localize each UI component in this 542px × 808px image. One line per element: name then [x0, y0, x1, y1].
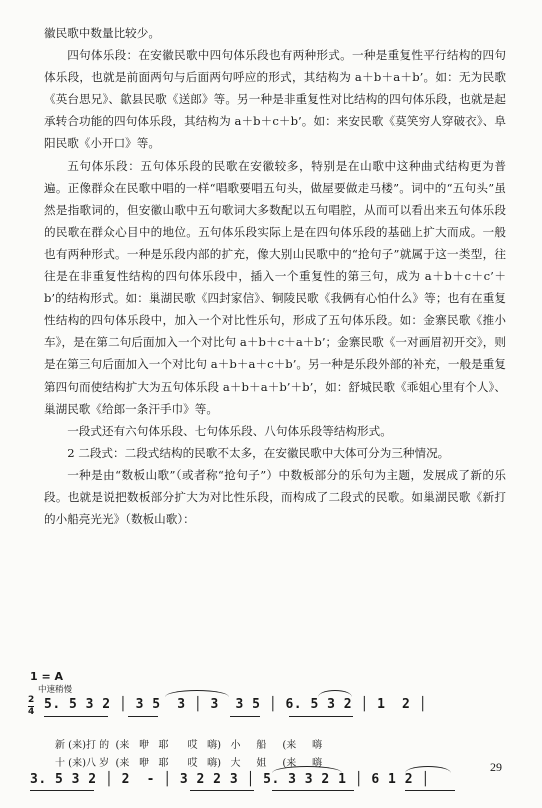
- lyric-line: 十 (来)八 岁 (来 咿 耶 哎 嗨) 大 姐 (来 嗨: [55, 758, 323, 769]
- paragraph: 一种是由“数板山歌”（或者称“抢句子”）中数板部分的乐句为主题，发展成了新的乐段。也就是说把数板部分扩大为对比性乐段，而构成了二段式的民歌。如巢湖民歌《新打的小船亮光光》（数板山歌）：: [44, 467, 506, 527]
- tie-arc: [165, 690, 229, 697]
- paragraph: 四句体乐段：在安徽民歌中四句体乐段也有两种形式。一种是重复性平行结构的四句体乐段，也就是前面两句与后面两句呼应的形式，其结构为 a＋b＋a＋b’。如：无为民歌《英台思兄》、歙县民歌《送郎》等。另一种是非重复性对比结构的四句体乐段，也就是起承转合功能的四句体乐段，其结构为 a＋b＋c＋b’。如：来安民歌《莫笑穷人穿破衣》、阜阳民歌《小开口》等。: [44, 48, 506, 151]
- tempo-marking: 中速稍慢: [38, 685, 73, 695]
- beam: [289, 716, 353, 717]
- time-signature: [28, 696, 34, 717]
- slur-arc: [405, 766, 451, 773]
- key-signature: 1 = A: [30, 670, 64, 683]
- slur-arc: [318, 690, 352, 697]
- time-signature-bottom: 4: [28, 707, 35, 717]
- paragraph: 五句体乐段：五句体乐段的民歌在安徽较多，特别是在山歌中这种曲式结构更为普遍。正像群众在民歌中唱的一样“唱歌要唱五句头，做屋要做走马楼”。词中的“五句头”虽然是指歌词的，但安徽山歌中五句歌词大多数配以五句唱腔，从而可以看出来五句体乐段的民歌在群众心目中的地位。五句体乐段实际上是在四句体乐段的基础上扩大而成。一般也有两种形式。一种是乐段内部的扩充，像大别山民歌中的“抢句子”就属于这一类型，往往是在非重复性结构的四句体乐段中，插入一个重复性的第三句，成为 a＋b＋c＋c’＋b’的结构形式。如：巢湖民歌《四封家信》、铜陵民歌《我俩有心怕什么》等；也有在重复性结构的四句体乐段中，加入一个对比性乐句，形成了五句体乐段。如：金寨民歌《推小车》，是在第二句后面加入一个对比句 a＋b＋c＋a＋b’；金寨民歌《一对画眉初开交》，则是在第三句后面加入一个对比句 a＋b＋a＋c＋b’。另一种是乐段外部的补充，一般是重复第四句而使结构扩大为五句体乐段 a＋b＋a＋b’＋b’，如：舒城民歌《乖姐心里有个人》、巢湖民歌《给郎一条汗手巾》等。: [44, 158, 506, 416]
- beam: [190, 790, 254, 791]
- beam: [230, 716, 260, 717]
- beam: [128, 716, 158, 717]
- body-text: [44, 22, 506, 530]
- notation-row-2: 3. 5 3 2 │ 2 - │ 3 2 2 3 │ 5. 3 3 2 1 │ 6 1 2 │: [30, 772, 430, 787]
- beam: [30, 790, 94, 791]
- beam: [272, 790, 354, 791]
- time-signature-top: 2: [28, 695, 35, 705]
- beam: [44, 716, 108, 717]
- paragraph: 2 二段式：二段式结构的民歌不太多，在安徽民歌中大体可分为三种情况。: [67, 445, 450, 460]
- paragraph: 一段式还有六句体乐段、七句体乐段、八句体乐段等结构形式。: [67, 423, 392, 438]
- notation-row-1: 5. 5 3 2 │ 3 5 3 │ 3 3 5 │ 6. 5 3 2 │ 1 2 │: [44, 697, 428, 712]
- slur-arc: [272, 766, 342, 773]
- paragraph: 徽民歌中数量比较少。: [44, 26, 160, 40]
- lyric-line: 新 (来)打 的 (来 咿 耶 哎 嗨) 小 船 (来 嗨: [55, 740, 323, 751]
- page-number: 29: [490, 760, 502, 774]
- beam: [405, 790, 455, 791]
